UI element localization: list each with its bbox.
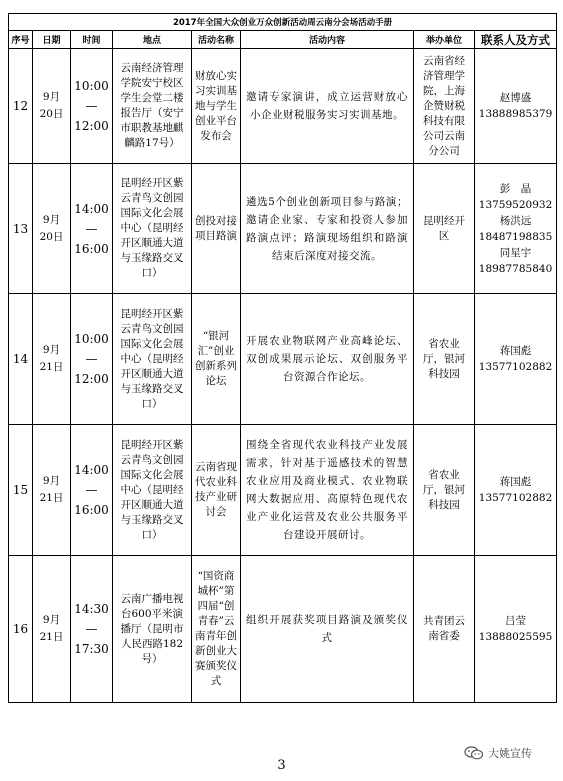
row-organizer: 省农业厅，银河科技园	[414, 425, 475, 556]
row-organizer: 省农业厅，银河科技园	[414, 294, 475, 425]
table-row	[9, 164, 557, 294]
header-place: 地点	[113, 31, 192, 49]
row-contact: 吕莹 13888025595	[475, 556, 557, 703]
row-contact: 赵博盛 13888985379	[475, 49, 557, 164]
row-contact: 蒋国彪 13577102882	[475, 425, 557, 556]
wechat-watermark	[464, 745, 532, 761]
row-number: 16	[9, 556, 33, 703]
row-content: 邀请专家演讲，成立运营财放心小企业财税服务实习实训基地。	[241, 49, 414, 164]
table-row	[9, 556, 557, 703]
row-date: 9月 20日	[33, 164, 71, 294]
table-row	[9, 425, 557, 556]
row-activity-name: 财放心实习实训基地与学生创业平台发布会	[192, 49, 241, 164]
row-place: 云南经济管理学院安宁校区学生会堂二楼报告厅（安宁市职教基地麒麟路17号）	[113, 49, 192, 164]
header-name: 活动名称	[192, 31, 241, 49]
row-organizer: 云南省经济管理学院，上海企赞财税科技有限公司云南分公司	[414, 49, 475, 164]
row-activity-name: “国资商城杯”第四届“创青春”云南青年创新创业大赛颁奖仪式	[192, 556, 241, 703]
activity-handbook-page	[8, 13, 556, 703]
row-time: 14:00 — 16:00	[71, 425, 113, 556]
row-number: 13	[9, 164, 33, 294]
row-place: 云南广播电视台600平米演播厅（昆明市人民西路182号）	[113, 556, 192, 703]
row-activity-name: 创投对接项目路演	[192, 164, 241, 294]
row-activity-name: “银河汇”创业创新系列论坛	[192, 294, 241, 425]
page-number: 3	[277, 758, 286, 773]
row-number: 15	[9, 425, 33, 556]
row-place: 昆明经开区紫云青鸟文创园国际文化会展中心（昆明经开区顺通大道与玉缘路交叉口）	[113, 425, 192, 556]
row-contact: 彭 晶 13759520932 杨洪远 18487198835 同星宇 18987785840	[475, 164, 557, 294]
header-row	[9, 31, 557, 49]
row-content: 围绕全省现代农业科技产业发展需求，针对基于遥感技术的智慧农业应用及商业模式、农业物联网大数据应用、高原特色现代农业产业化运营及农业公共服务平台建设开展研讨。	[241, 425, 414, 556]
activity-table	[8, 13, 557, 703]
header-num: 序号	[9, 31, 33, 49]
row-date: 9月 21日	[33, 425, 71, 556]
row-date: 9月 21日	[33, 556, 71, 703]
row-time: 14:30 — 17:30	[71, 556, 113, 703]
row-number: 12	[9, 49, 33, 164]
row-content: 组织开展获奖项目路演及颁奖仪式	[241, 556, 414, 703]
header-time: 时间	[71, 31, 113, 49]
row-place: 昆明经开区紫云青鸟文创园国际文化会展中心（昆明经开区顺通大道与玉缘路交叉口）	[113, 294, 192, 425]
row-place: 昆明经开区紫云青鸟文创园国际文化会展中心（昆明经开区顺通大道与玉缘路交叉口）	[113, 164, 192, 294]
wechat-icon	[464, 746, 484, 760]
header-contact: 联系人及方式	[475, 31, 557, 49]
table-row	[9, 294, 557, 425]
header-date: 日期	[33, 31, 71, 49]
row-content: 开展农业物联网产业高峰论坛、双创成果展示论坛、双创服务平台资源合作论坛。	[241, 294, 414, 425]
row-date: 9月 20日	[33, 49, 71, 164]
row-number: 14	[9, 294, 33, 425]
row-time: 14:00 — 16:00	[71, 164, 113, 294]
row-organizer: 共青团云南省委	[414, 556, 475, 703]
row-contact: 蒋国彪 13577102882	[475, 294, 557, 425]
watermark-text: 大姚宣传	[488, 747, 532, 760]
header-org: 举办单位	[414, 31, 475, 49]
row-content: 遴选5个创业创新项目参与路演；邀请企业家、专家和投资人参加路演点评；路演现场组织和路演结束后深度对接交流。	[241, 164, 414, 294]
header-content: 活动内容	[241, 31, 414, 49]
row-activity-name: 云南省现代农业科技产业研讨会	[192, 425, 241, 556]
row-organizer: 昆明经开区	[414, 164, 475, 294]
row-date: 9月 21日	[33, 294, 71, 425]
row-time: 10:00 — 12:00	[71, 294, 113, 425]
table-title: 2017年全国大众创业万众创新活动周云南分会场活动手册	[9, 14, 557, 31]
row-time: 10:00 — 12:00	[71, 49, 113, 164]
table-row	[9, 49, 557, 164]
